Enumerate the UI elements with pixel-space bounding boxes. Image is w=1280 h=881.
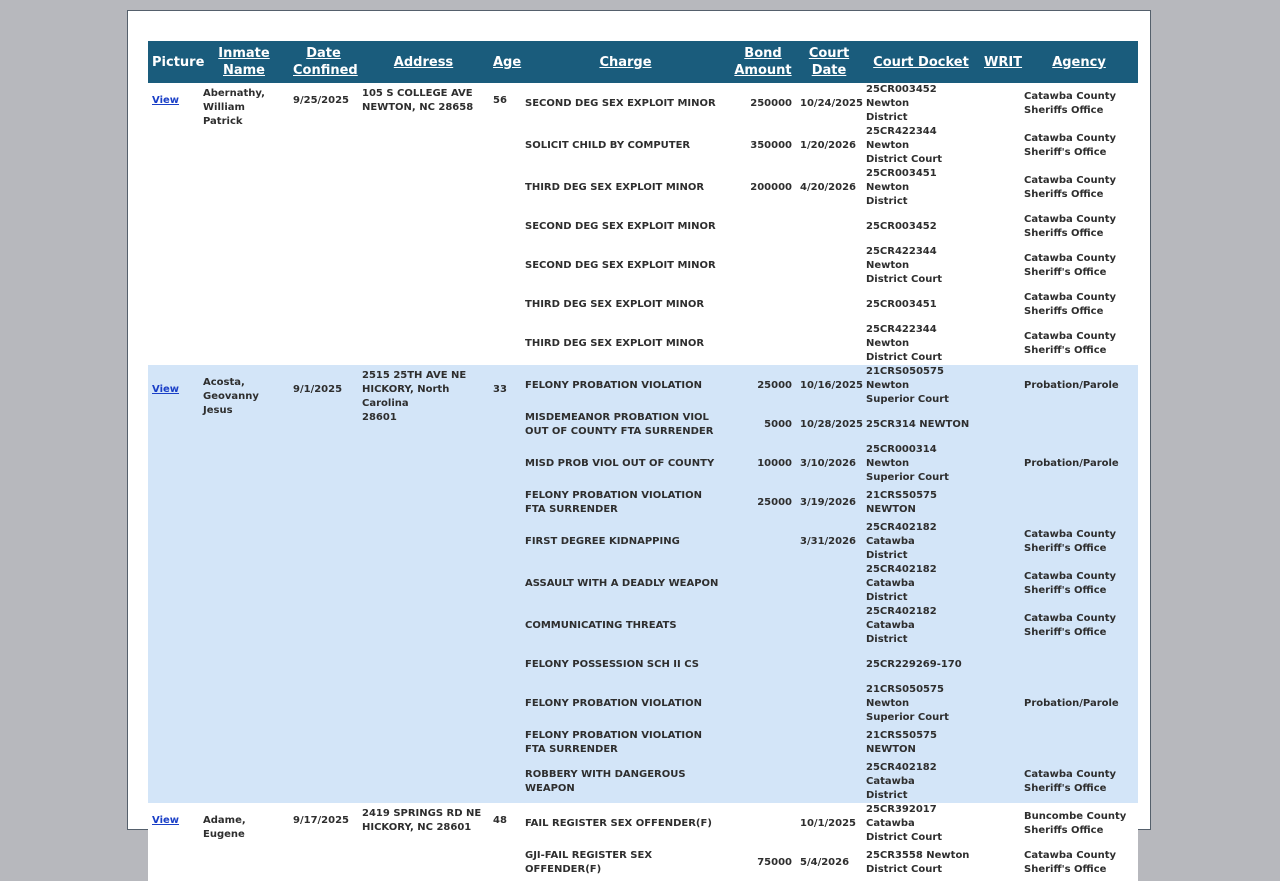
inmate-name-line1: Abernathy, <box>203 88 265 99</box>
court-docket-line1: 21CRS50575 NEWTON <box>866 730 937 755</box>
court-docket-line1: 25CR003451 Newton <box>866 168 937 193</box>
court-docket-line2: District <box>866 196 908 207</box>
writ-cell <box>980 521 1020 563</box>
agency-line1: Catawba County <box>1024 613 1116 624</box>
charge-cell <box>521 845 730 881</box>
charge-cell <box>521 125 730 167</box>
court-date: 4/20/2026 <box>800 182 857 193</box>
inmate-row <box>148 803 1138 845</box>
header-age[interactable]: Age <box>489 41 521 83</box>
writ-cell <box>980 365 1020 407</box>
charge: SECOND DEG SEX EXPLOIT MINOR <box>525 221 716 232</box>
court-docket-cell <box>862 245 980 287</box>
agency-cell <box>1020 323 1138 365</box>
court-docket-cell <box>862 407 980 443</box>
court-docket-line1: 21CRS050575 Newton <box>866 366 944 391</box>
bond-amount-cell <box>730 683 796 725</box>
address-line3: 28601 <box>362 412 397 423</box>
agency-cell <box>1020 725 1138 761</box>
agency-line2: Sheriff's Office <box>1024 345 1107 356</box>
court-docket-cell <box>862 803 980 845</box>
charge: SECOND DEG SEX EXPLOIT MINOR <box>525 260 716 271</box>
court-docket-line2: Superior Court <box>866 472 949 483</box>
date-confined-cell <box>289 83 358 365</box>
charge: THIRD DEG SEX EXPLOIT MINOR <box>525 338 705 349</box>
writ-cell <box>980 485 1020 521</box>
inmate-name-cell <box>199 83 289 365</box>
bond-amount-cell <box>730 647 796 683</box>
charge-cell <box>521 761 730 803</box>
court-date-cell <box>796 83 862 125</box>
writ-cell <box>980 287 1020 323</box>
court-docket-line1: 25CR3558 Newton <box>866 850 970 861</box>
inmate-row <box>148 83 1138 125</box>
charge-cell <box>521 287 730 323</box>
agency-cell <box>1020 761 1138 803</box>
charge: THIRD DEG SEX EXPLOIT MINOR <box>525 299 705 310</box>
court-docket-line2: District <box>866 112 908 123</box>
header-court-docket[interactable]: Court Docket <box>862 41 980 83</box>
court-docket-cell <box>862 167 980 209</box>
header-date-confined[interactable]: Date Confined <box>289 41 358 83</box>
address-cell <box>358 365 489 803</box>
court-docket-line2: District <box>866 550 908 561</box>
bond-amount-cell <box>730 83 796 125</box>
writ-cell <box>980 725 1020 761</box>
bond-amount-cell <box>730 443 796 485</box>
court-docket-cell <box>862 647 980 683</box>
court-docket-line1: 25CR003452 Newton <box>866 84 937 109</box>
agency-cell <box>1020 605 1138 647</box>
agency-line2: Sheriffs Office <box>1024 825 1104 836</box>
court-date-cell <box>796 287 862 323</box>
charge-cell <box>521 365 730 407</box>
court-docket-line1: 25CR422344 Newton <box>866 126 937 151</box>
agency-cell <box>1020 647 1138 683</box>
charge: SECOND DEG SEX EXPLOIT MINOR <box>525 98 716 109</box>
charge-cell <box>521 725 730 761</box>
header-inmate-name[interactable]: Inmate Name <box>199 41 289 83</box>
court-date: 10/16/2025 <box>800 380 863 391</box>
court-docket-line2: District Court <box>866 274 943 285</box>
court-docket-cell <box>862 485 980 521</box>
header-picture: Picture <box>148 41 199 83</box>
bond-amount-cell <box>730 521 796 563</box>
charge-cell <box>521 209 730 245</box>
charge-cell <box>521 167 730 209</box>
court-docket-cell <box>862 365 980 407</box>
bond-amount-cell <box>730 725 796 761</box>
agency-line1: Catawba County <box>1024 571 1116 582</box>
charge-cell <box>521 245 730 287</box>
charge-cell <box>521 521 730 563</box>
court-date-cell <box>796 167 862 209</box>
court-date-cell <box>796 443 862 485</box>
bond-amount-cell <box>730 287 796 323</box>
roster-panel <box>127 10 1151 875</box>
charge-cell <box>521 647 730 683</box>
address-cell <box>358 83 489 365</box>
charge: COMMUNICATING THREATS <box>525 620 677 631</box>
bond-amount: 10000 <box>757 458 792 469</box>
charge-cell <box>521 563 730 605</box>
bond-amount-cell <box>730 803 796 845</box>
agency-line1: Catawba County <box>1024 292 1116 303</box>
charge-cell <box>521 683 730 725</box>
court-date: 3/31/2026 <box>800 536 857 547</box>
court-date: 3/10/2026 <box>800 458 857 469</box>
court-docket-line2: Superior Court <box>866 712 949 723</box>
agency-line2: Sheriffs Office <box>1024 189 1104 200</box>
court-date-cell <box>796 683 862 725</box>
charge-cell <box>521 803 730 845</box>
court-docket-cell <box>862 683 980 725</box>
writ-cell <box>980 647 1020 683</box>
court-docket-line1: 25CR402182 Catawba <box>866 522 937 547</box>
writ-cell <box>980 407 1020 443</box>
court-docket-line1: 21CRS050575 Newton <box>866 684 944 709</box>
court-date-cell <box>796 485 862 521</box>
charge-cell <box>521 83 730 125</box>
agency-line1: Catawba County <box>1024 331 1116 342</box>
bond-amount: 25000 <box>757 380 792 391</box>
address-line1: 2515 25TH AVE NE <box>362 370 467 381</box>
court-date-cell <box>796 125 862 167</box>
bond-amount-cell <box>730 365 796 407</box>
address-line1: 105 S COLLEGE AVE <box>362 88 473 99</box>
agency-line1: Catawba County <box>1024 133 1116 144</box>
table-header-row <box>148 41 1138 83</box>
charge: FELONY PROBATION VIOLATION <box>525 380 702 391</box>
writ-cell <box>980 761 1020 803</box>
court-date-cell <box>796 407 862 443</box>
writ-cell <box>980 125 1020 167</box>
writ-cell <box>980 605 1020 647</box>
date-confined-cell <box>289 365 358 803</box>
charge-cell <box>521 605 730 647</box>
inmate-row <box>148 365 1138 407</box>
address-line2: NEWTON, NC 28658 <box>362 102 474 113</box>
age-cell <box>489 83 521 365</box>
court-docket-line1: 25CR000314 Newton <box>866 444 937 469</box>
court-date-cell <box>796 323 862 365</box>
header-writ[interactable]: WRIT <box>980 41 1020 83</box>
agency-cell <box>1020 683 1138 725</box>
bond-amount-cell <box>730 245 796 287</box>
charge: ASSAULT WITH A DEADLY WEAPON <box>525 578 719 589</box>
agency-line2: Sheriff's Office <box>1024 627 1107 638</box>
court-docket-cell <box>862 287 980 323</box>
agency-line1: Catawba County <box>1024 214 1116 225</box>
court-date-cell <box>796 245 862 287</box>
court-date: 1/20/2026 <box>800 140 857 151</box>
charge: MISDEMEANOR PROBATION VIOL OUT OF COUNTY FTA SURRENDER <box>525 412 714 437</box>
court-docket-cell <box>862 443 980 485</box>
court-docket-line1: 25CR229269-170 <box>866 659 962 670</box>
inmate-name-cell <box>199 365 289 803</box>
age: 33 <box>493 384 507 395</box>
agency-cell <box>1020 83 1138 125</box>
agency-line1: Catawba County <box>1024 769 1116 780</box>
charge: THIRD DEG SEX EXPLOIT MINOR <box>525 182 705 193</box>
agency-cell <box>1020 563 1138 605</box>
court-docket-line2: District Court <box>866 832 943 843</box>
agency-line2: Sheriff's Office <box>1024 585 1107 596</box>
picture-cell <box>148 803 199 881</box>
writ-cell <box>980 167 1020 209</box>
charge: FAIL REGISTER SEX OFFENDER(F) <box>525 818 712 829</box>
view-picture-link[interactable]: View <box>152 95 180 106</box>
agency-line1: Probation/Parole <box>1024 380 1119 391</box>
age-cell <box>489 365 521 803</box>
agency-line1: Catawba County <box>1024 253 1116 264</box>
inmate-name-line1: Adame, Eugene <box>203 815 246 840</box>
address-cell <box>358 803 489 881</box>
agency-line1: Catawba County <box>1024 529 1116 540</box>
writ-cell <box>980 209 1020 245</box>
court-docket-line1: 25CR392017 Catawba <box>866 804 937 829</box>
agency-cell <box>1020 845 1138 881</box>
court-docket-cell <box>862 605 980 647</box>
view-picture-link[interactable]: View <box>152 815 180 826</box>
date-confined-cell <box>289 803 358 881</box>
court-docket-cell <box>862 83 980 125</box>
address-line1: 2419 SPRINGS RD NE <box>362 808 482 819</box>
court-date: 5/4/2026 <box>800 857 850 868</box>
court-docket-cell <box>862 209 980 245</box>
court-docket-cell <box>862 521 980 563</box>
bond-amount-cell <box>730 323 796 365</box>
charge: FIRST DEGREE KIDNAPPING <box>525 536 680 547</box>
bond-amount: 200000 <box>750 182 792 193</box>
court-date-cell <box>796 365 862 407</box>
bond-amount: 250000 <box>750 98 792 109</box>
date-confined: 9/17/2025 <box>293 815 350 826</box>
court-docket-line2: District Court <box>866 864 943 875</box>
date-confined: 9/1/2025 <box>293 384 343 395</box>
court-docket-cell <box>862 725 980 761</box>
agency-line2: Sheriff's Office <box>1024 543 1107 554</box>
bond-amount: 350000 <box>750 140 792 151</box>
charge-cell <box>521 323 730 365</box>
charge: ROBBERY WITH DANGEROUS WEAPON <box>525 769 686 794</box>
agency-line2: Sheriff's Office <box>1024 267 1107 278</box>
address-line2: HICKORY, NC 28601 <box>362 822 472 833</box>
agency-line2: Sheriffs Office <box>1024 306 1104 317</box>
agency-cell <box>1020 803 1138 845</box>
court-date-cell <box>796 209 862 245</box>
bond-amount: 75000 <box>757 857 792 868</box>
agency-line1: Catawba County <box>1024 175 1116 186</box>
court-docket-line1: 25CR402182 Catawba <box>866 564 937 589</box>
agency-line1: Catawba County <box>1024 850 1116 861</box>
charge: FELONY PROBATION VIOLATION FTA SURRENDER <box>525 730 702 755</box>
court-docket-line1: 21CRS50575 NEWTON <box>866 490 937 515</box>
writ-cell <box>980 245 1020 287</box>
picture-cell <box>148 83 199 365</box>
header-charge[interactable]: Charge <box>521 41 730 83</box>
picture-cell <box>148 365 199 803</box>
age-cell <box>489 803 521 881</box>
charge-cell <box>521 485 730 521</box>
agency-line1: Probation/Parole <box>1024 698 1119 709</box>
court-date-cell <box>796 845 862 881</box>
court-docket-line2: District <box>866 592 908 603</box>
bond-amount-cell <box>730 563 796 605</box>
court-docket-cell <box>862 125 980 167</box>
court-date: 10/1/2025 <box>800 818 857 829</box>
court-docket-line1: 25CR003451 <box>866 299 937 310</box>
charge: SOLICIT CHILD BY COMPUTER <box>525 140 691 151</box>
inmate-name-line2: William Patrick <box>203 102 245 127</box>
court-date: 10/24/2025 <box>800 98 863 109</box>
court-docket-line2: Superior Court <box>866 394 949 405</box>
charge: FELONY PROBATION VIOLATION FTA SURRENDER <box>525 490 702 515</box>
charge: FELONY POSSESSION SCH II CS <box>525 659 699 670</box>
date-confined: 9/25/2025 <box>293 95 350 106</box>
roster-body <box>148 83 1138 881</box>
agency-cell <box>1020 287 1138 323</box>
court-docket-line2: District <box>866 634 908 645</box>
charge-cell <box>521 407 730 443</box>
agency-line1: Catawba County <box>1024 91 1116 102</box>
age: 48 <box>493 815 507 826</box>
bond-amount: 25000 <box>757 497 792 508</box>
bond-amount-cell <box>730 485 796 521</box>
court-docket-cell <box>862 323 980 365</box>
agency-line2: Sheriff's Office <box>1024 783 1107 794</box>
court-docket-cell <box>862 563 980 605</box>
agency-line2: Sheriff's Office <box>1024 864 1107 875</box>
writ-cell <box>980 83 1020 125</box>
court-docket-line1: 25CR402182 Catawba <box>866 606 937 631</box>
bond-amount-cell <box>730 845 796 881</box>
court-docket-line1: 25CR422344 Newton <box>866 246 937 271</box>
court-docket-line2: District Court <box>866 154 943 165</box>
court-docket-cell <box>862 845 980 881</box>
header-court-date[interactable]: Court Date <box>796 41 862 83</box>
agency-line1: Buncombe County <box>1024 811 1127 822</box>
court-date: 10/28/2025 <box>800 419 863 430</box>
writ-cell <box>980 443 1020 485</box>
charge: MISD PROB VIOL OUT OF COUNTY <box>525 458 715 469</box>
court-docket-line2: District Court <box>866 352 943 363</box>
agency-line2: Sheriffs Office <box>1024 228 1104 239</box>
agency-cell <box>1020 167 1138 209</box>
writ-cell <box>980 563 1020 605</box>
court-docket-line1: 25CR402182 Catawba <box>866 762 937 787</box>
bond-amount-cell <box>730 209 796 245</box>
agency-cell <box>1020 209 1138 245</box>
agency-cell <box>1020 407 1138 443</box>
court-date-cell <box>796 803 862 845</box>
inmate-name-line1: Acosta, <box>203 377 245 388</box>
court-date: 3/19/2026 <box>800 497 857 508</box>
agency-line2: Sheriff's Office <box>1024 147 1107 158</box>
bond-amount-cell <box>730 167 796 209</box>
court-docket-cell <box>862 761 980 803</box>
age: 56 <box>493 95 507 106</box>
agency-cell <box>1020 245 1138 287</box>
agency-cell <box>1020 485 1138 521</box>
court-docket-line2: District <box>866 790 908 801</box>
bond-amount-cell <box>730 761 796 803</box>
bond-amount-cell <box>730 605 796 647</box>
court-date-cell <box>796 761 862 803</box>
writ-cell <box>980 683 1020 725</box>
court-date-cell <box>796 647 862 683</box>
charge: FELONY PROBATION VIOLATION <box>525 698 702 709</box>
court-date-cell <box>796 563 862 605</box>
header-agency[interactable]: Agency <box>1020 41 1138 83</box>
writ-cell <box>980 323 1020 365</box>
agency-line1: Probation/Parole <box>1024 458 1119 469</box>
header-address[interactable]: Address <box>358 41 489 83</box>
inmate-roster-table <box>148 41 1138 881</box>
charge-cell <box>521 443 730 485</box>
agency-line2: Sheriffs Office <box>1024 105 1104 116</box>
bond-amount: 5000 <box>764 419 792 430</box>
charge: GJI-FAIL REGISTER SEX OFFENDER(F) <box>525 850 653 875</box>
agency-cell <box>1020 365 1138 407</box>
view-picture-link[interactable]: View <box>152 384 180 395</box>
court-date-cell <box>796 725 862 761</box>
agency-cell <box>1020 443 1138 485</box>
court-docket-line1: 25CR314 NEWTON <box>866 419 970 430</box>
court-docket-line1: 25CR422344 Newton <box>866 324 937 349</box>
writ-cell <box>980 803 1020 845</box>
agency-cell <box>1020 521 1138 563</box>
header-bond-amount[interactable]: Bond Amount <box>730 41 796 83</box>
address-line2: HICKORY, North Carolina <box>362 384 450 409</box>
agency-cell <box>1020 125 1138 167</box>
court-date-cell <box>796 605 862 647</box>
bond-amount-cell <box>730 407 796 443</box>
writ-cell <box>980 845 1020 881</box>
court-date-cell <box>796 521 862 563</box>
inmate-name-line2: Geovanny Jesus <box>203 391 259 416</box>
inmate-name-cell <box>199 803 289 881</box>
court-docket-line1: 25CR003452 <box>866 221 937 232</box>
bond-amount-cell <box>730 125 796 167</box>
